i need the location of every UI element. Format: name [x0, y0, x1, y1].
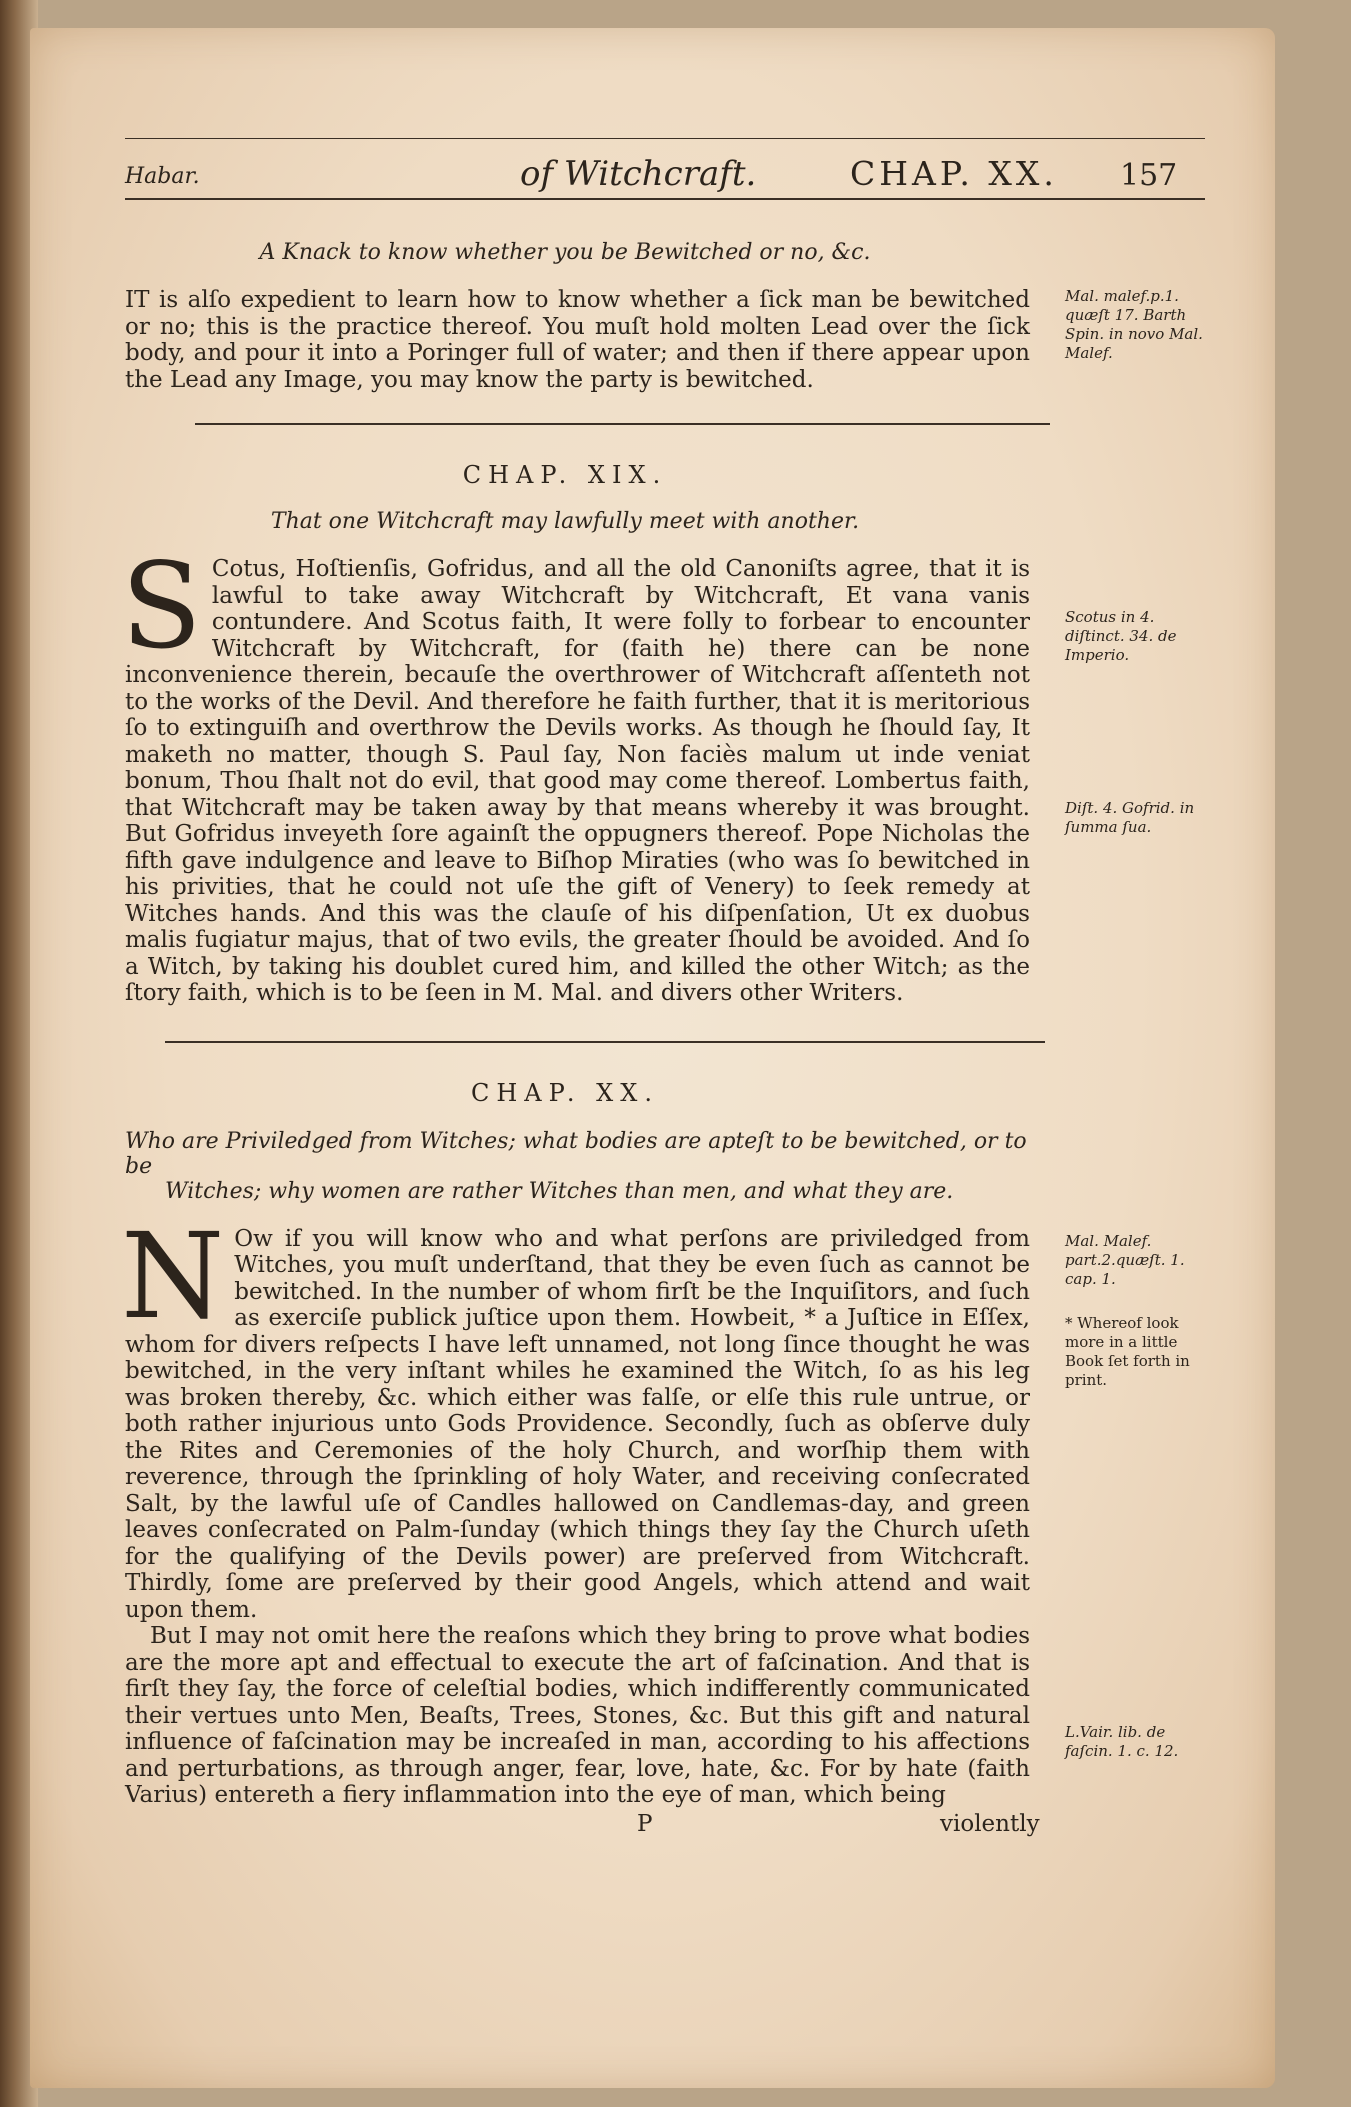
- section1-paragraph: [125, 287, 1205, 393]
- page-number: 157: [1120, 158, 1178, 193]
- chapter19-paragraph: [121, 537, 1205, 1007]
- chapter19-margin-note-1: Scotus in 4. diſtinct. 34. de Imperio.: [1065, 608, 1177, 664]
- section1-margin-note: Mal. malef.p.1. quæſt 17. Barth Spin. in novo Mal. Malef.: [1065, 287, 1203, 362]
- chapter20-margin-note-3: L.Vair. lib. de faſcin. 1. c. 12.: [1065, 1723, 1179, 1760]
- chapter20-margin-note-2: * Whereof look more in a little Book ſet forth in print.: [1065, 1313, 1190, 1389]
- page-content: [121, 146, 1205, 1837]
- running-header: [125, 146, 1205, 200]
- signature-mark: P: [637, 1810, 653, 1837]
- chapter20-text-1: Ow if you will know who and what perſons are priviledged from Witches, you muſt underſtand, that they be even ſuch as cannot be bewitched. In the number of whom firſt be the Inquiſitors, and ſuch as exerciſe publick juſtice upon them. Howbeit, * a Juſtice in Eſſex, whom for divers reſpects I have left unnamed, not long ſince thought he was bewitched, in the very inſtant whiles he examined the Witch, ſo as his leg was broken thereby, &c. which either was falſe, or elſe this rule untrue, or both rather injurious unto Gods Providence. Secondly, ſuch as obſerve duly the Rites and Ceremonies of the holy Church, and worſhip them with reverence, through the ſprinkling of holy Water, and receiving conſecrated Salt, by the lawful uſe of Candles hallowed on Candlemas-day, and green leaves conſecrated on Palm-ſunday (which things they ſay the Church uſeth for the qualifying of the Devils power) are preſerved from Witchcraft. Thirdly, ſome are preſerved by their good Angels, which attend and wait upon them.: [125, 1225, 1030, 1623]
- chapter20-subtitle-line1: Who are Priviledged from Witches; what bodies are apteſt to be bewitched, or to be: [125, 1128, 1027, 1179]
- chapter19-dropcap: S: [121, 537, 202, 675]
- header-left: Habar.: [125, 164, 200, 189]
- section1-subtitle: A Knack to know whether you be Bewitched or no, &c.: [259, 240, 871, 265]
- chapter19-subtitle: That one Witchcraft may lawfully meet with another.: [270, 509, 860, 534]
- page-footer: [125, 1809, 1205, 1837]
- divider-rule: [195, 423, 1050, 425]
- section1-text: IT is alſo expedient to learn how to know whether a ſick man be bewitched or no; this is the practice thereof. You muſt hold molten Lead over the ſick body, and pour it into a Poringer full of water; and then if there appear upon the Lead any Image, you may know the party is bewitched.: [125, 287, 1030, 393]
- chapter20-subtitle-line2: Witches; why women are rather Witches than men, and what they are.: [165, 1178, 954, 1204]
- chapter20-body-1: [121, 1206, 1030, 1624]
- chapter20-margin-note-1: Mal. Malef. part.2.quæſt. 1. cap. 1.: [1065, 1231, 1185, 1288]
- book-page: [30, 28, 1275, 2088]
- header-title: of Witchcraft.: [520, 154, 757, 194]
- catchword: violently: [940, 1810, 1040, 1837]
- chapter20-text-2: But I may not omit here the reaſons which they bring to prove what bodies are the more apt and effectual to execute the art of faſcination. And that is firſt they ſay, the force of celeſtial bodies, which indifferently communicated their vertues unto Men, Beaſts, Trees, Stones, &c. But this gift and natural influence of faſcination may be increaſed in man, according to his affections and perturbations, as through anger, fear, love, hate, &c. For by hate (faith Varius) entereth a fiery inflammation into the eye of man, which being: [125, 1623, 1030, 1808]
- chapter19-margin-note-2: Diſt. 4. Gofrid. in ſumma ſua.: [1065, 799, 1195, 836]
- chapter20-dropcap: N: [121, 1206, 225, 1345]
- chapter20-paragraph-2: [125, 1623, 1205, 1809]
- header-chapter: CHAP. XX.: [850, 154, 1058, 193]
- chapter19-heading: CHAP. XIX.: [462, 461, 668, 489]
- chapter20-paragraph-1: [121, 1206, 1205, 1624]
- chapter19-text: Cotus, Hoſtienſis, Gofridus, and all the old Canoniſts agree, that it is lawful to take away Witchcraft by Witchcraft, Et vana vanis contundere. And Scotus faith, It were folly to forbear to encounter Witchcraft by Witchcraft, for (faith he) there can be none inconvenience therein, becauſe the overthrower of Witchcraft aſſenteth not to the works of the Devil. And therefore he faith further, that it is meritorious ſo to extinguiſh and overthrow the Devils works. As though he ſhould ſay, It maketh no matter, though S. Paul ſay, Non faciès malum ut inde veniat bonum, Thou ſhalt not do evil, that good may come thereof. Lombertus faith, that Witchcraft may be taken away by that means whereby it was brought. But Gofridus inveyeth ſore againſt the oppugners thereof. Pope Nicholas the fifth gave indulgence and leave to Biſhop Miraties (who was ſo bewitched in his privities, that he could not uſe the gift of Venery) to ſeek remedy at Witches hands. And this was the clauſe of his diſpenſation, Ut ex duobus malis fugiatur majus, that of two evils, the greater ſhould be avoided. And ſo a Witch, by taking his doublet cured him, and killed the other Witch; as the ſtory faith, which is to be ſeen in M. Mal. and divers other Writers.: [125, 556, 1030, 1006]
- divider-rule: [165, 1041, 1045, 1043]
- chapter20-heading: CHAP. XX.: [471, 1078, 659, 1107]
- chapter19-body: [121, 537, 1030, 1007]
